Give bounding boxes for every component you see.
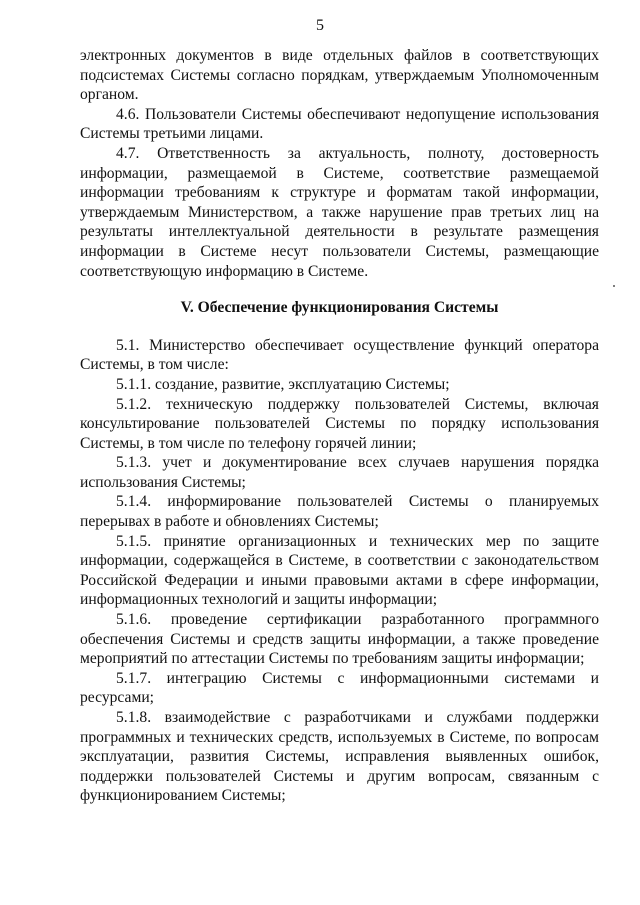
page-number: 5 <box>316 17 324 34</box>
paragraph-5-1-3: 5.1.3. учет и документирование всех случаев нарушения порядка использования Системы; <box>80 454 599 491</box>
paragraph-5-1: 5.1. Министерство обеспечивает осуществление функций оператора Системы, в том числе: <box>80 336 599 374</box>
document-body <box>80 46 599 806</box>
paragraph-5-1-6: 5.1.6. проведение сертификации разработанного программного обеспечения Системы и средств защиты информации, а также проведение мероприятий по аттестации Системы по требованиям защиты информации; <box>80 611 599 668</box>
paragraph-5-1-5: 5.1.5. принятие организационных и технических мер по защите информации, содержащейся в Системе, в соответствии с законодательством Российской Федерации и иными правовыми актами в сфере информации, информационных технологий и защиты информации; <box>80 532 599 609</box>
section-heading: V. Обеспечение функционирования Системы <box>180 299 499 317</box>
paragraph-5-1-1: 5.1.1. создание, развитие, эксплуатацию Системы; <box>116 375 450 393</box>
paragraph-4-6: 4.6. Пользователи Системы обеспечивают недопущение использования Системы третьими лицами. <box>80 105 599 143</box>
scan-speck <box>613 285 615 287</box>
paragraph-5-1-2: 5.1.2. техническую поддержку пользователей Системы, включая консультирование пользователей Системы по порядку использования Системы, в том числе по телефону горячей линии; <box>80 395 599 452</box>
paragraph-continuation: электронных документов в виде отдельных файлов в соответствующих подсистемах Системы согласно порядкам, утверждаемым Уполномоченным органом. <box>80 47 599 104</box>
paragraph-5-1-8: 5.1.8. взаимодействие с разработчиками и службами поддержки программных и технических средств, используемых в Системе, по вопросам эксплуатации, развития Системы, исправления выявленных ошибок, поддержки пользователей Системы и другим вопросам, связанным с функционированием Системы; <box>80 709 599 805</box>
paragraph-4-7: 4.7. Ответственность за актуальность, полноту, достоверность информации, размещаемой в Системе, соответствие размещаемой информации требованиям к структуре и форматам такой информации, утверждаемым Министерством, а также нарушение прав третьих лиц на результаты интеллектуальной деятельности в результате размещения информации в Системе несут пользователи Системы, размещающие соответствующую информацию в Системе. <box>80 144 599 280</box>
paragraph-5-1-4: 5.1.4. информирование пользователей Системы о планируемых перерывах в работе и обновлениях Системы; <box>80 493 599 531</box>
paragraph-5-1-7: 5.1.7. интеграцию Системы с информационными системами и ресурсами; <box>80 669 599 707</box>
